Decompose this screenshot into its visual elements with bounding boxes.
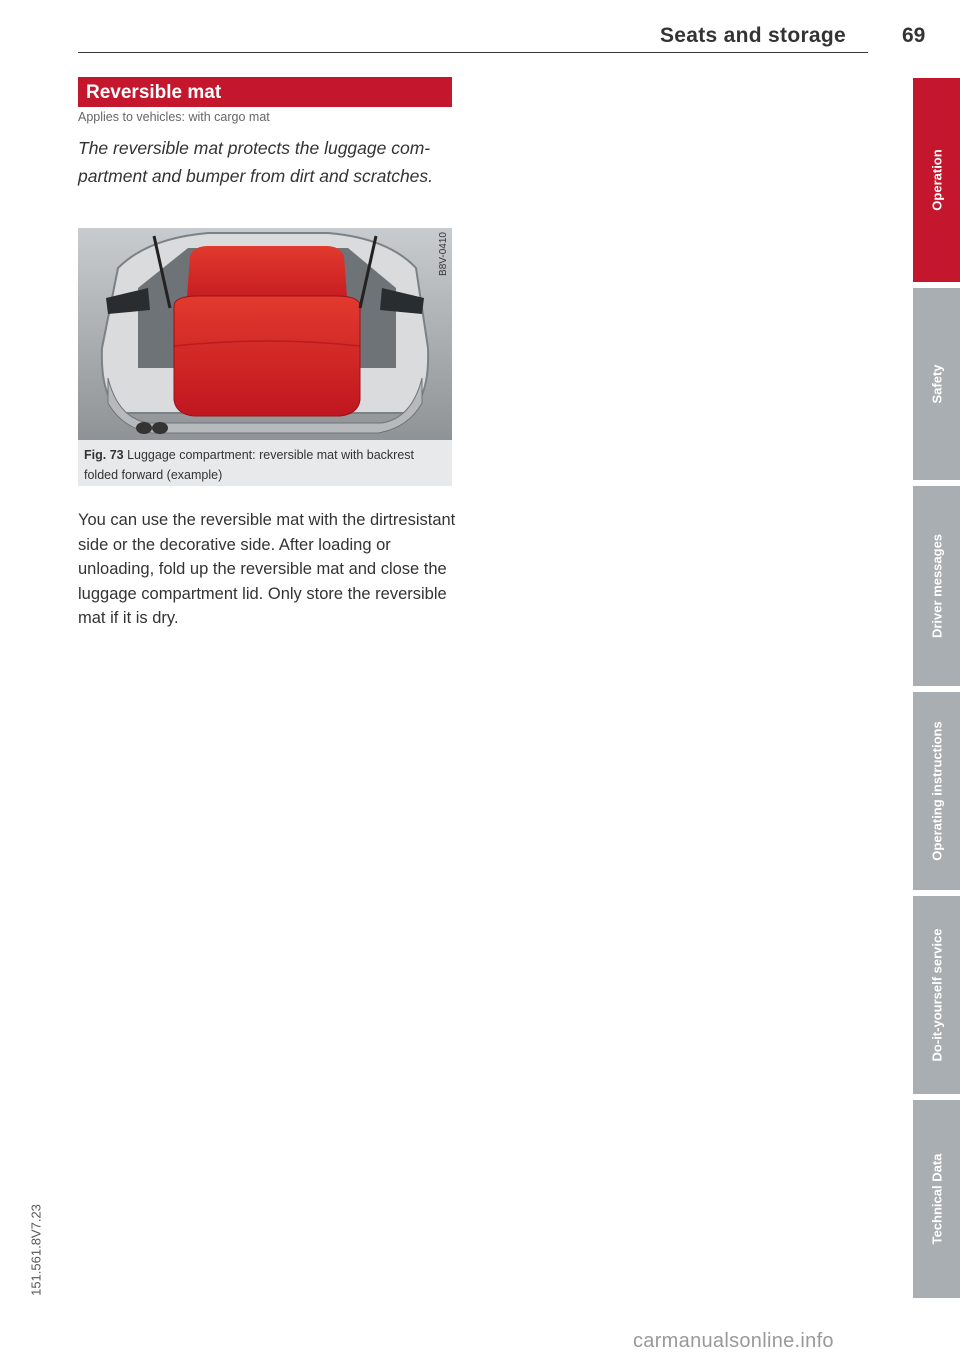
tab-driver-messages[interactable] [913, 486, 960, 686]
page-number: 69 [902, 24, 926, 47]
tab-label: Safety [929, 364, 944, 404]
figure-code: B8V-0410 [438, 232, 449, 276]
header-divider [78, 52, 868, 53]
tab-label: Operation [929, 149, 944, 211]
tab-label: Do-it-yourself service [929, 928, 944, 1062]
figure-label: Fig. 73 [84, 448, 124, 462]
car-rear-illustration [78, 228, 452, 440]
body-paragraph: You can use the reversible mat with the dirtresistant side or the decorative side. After loading or unloading, fold up the reversible mat and close the luggage compartment lid. Only store the reversible mat if it is dry. [78, 511, 456, 628]
section-title: Reversible mat [78, 77, 452, 107]
chapter-title: Seats and storage [660, 24, 846, 47]
figure-caption [84, 445, 446, 485]
tab-label: Driver messages [929, 533, 944, 639]
document-code-text: 151.561.8V7.23 [28, 1204, 44, 1296]
tab-technical-data[interactable] [913, 1100, 960, 1298]
luggage-compartment-image [78, 228, 452, 440]
tab-operation[interactable] [913, 78, 960, 282]
tab-operating-instructions[interactable] [913, 692, 960, 890]
figure [78, 228, 452, 486]
tab-label: Operating instructions [929, 721, 944, 861]
tab-label: Technical Data [929, 1153, 944, 1245]
tab-safety[interactable] [913, 288, 960, 480]
figure-caption-text: Luggage compartment: reversible mat with backrest folded forward (example) [84, 448, 415, 482]
tab-do-it-yourself[interactable] [913, 896, 960, 1094]
intro-text: The reversible mat protects the luggage compartment and bumper from dirt and scratches. [78, 138, 434, 186]
document-code [26, 1180, 46, 1320]
applies-to-note: Applies to vehicles: with cargo mat [78, 110, 270, 124]
watermark: carmanualsonline.info [633, 1330, 834, 1352]
